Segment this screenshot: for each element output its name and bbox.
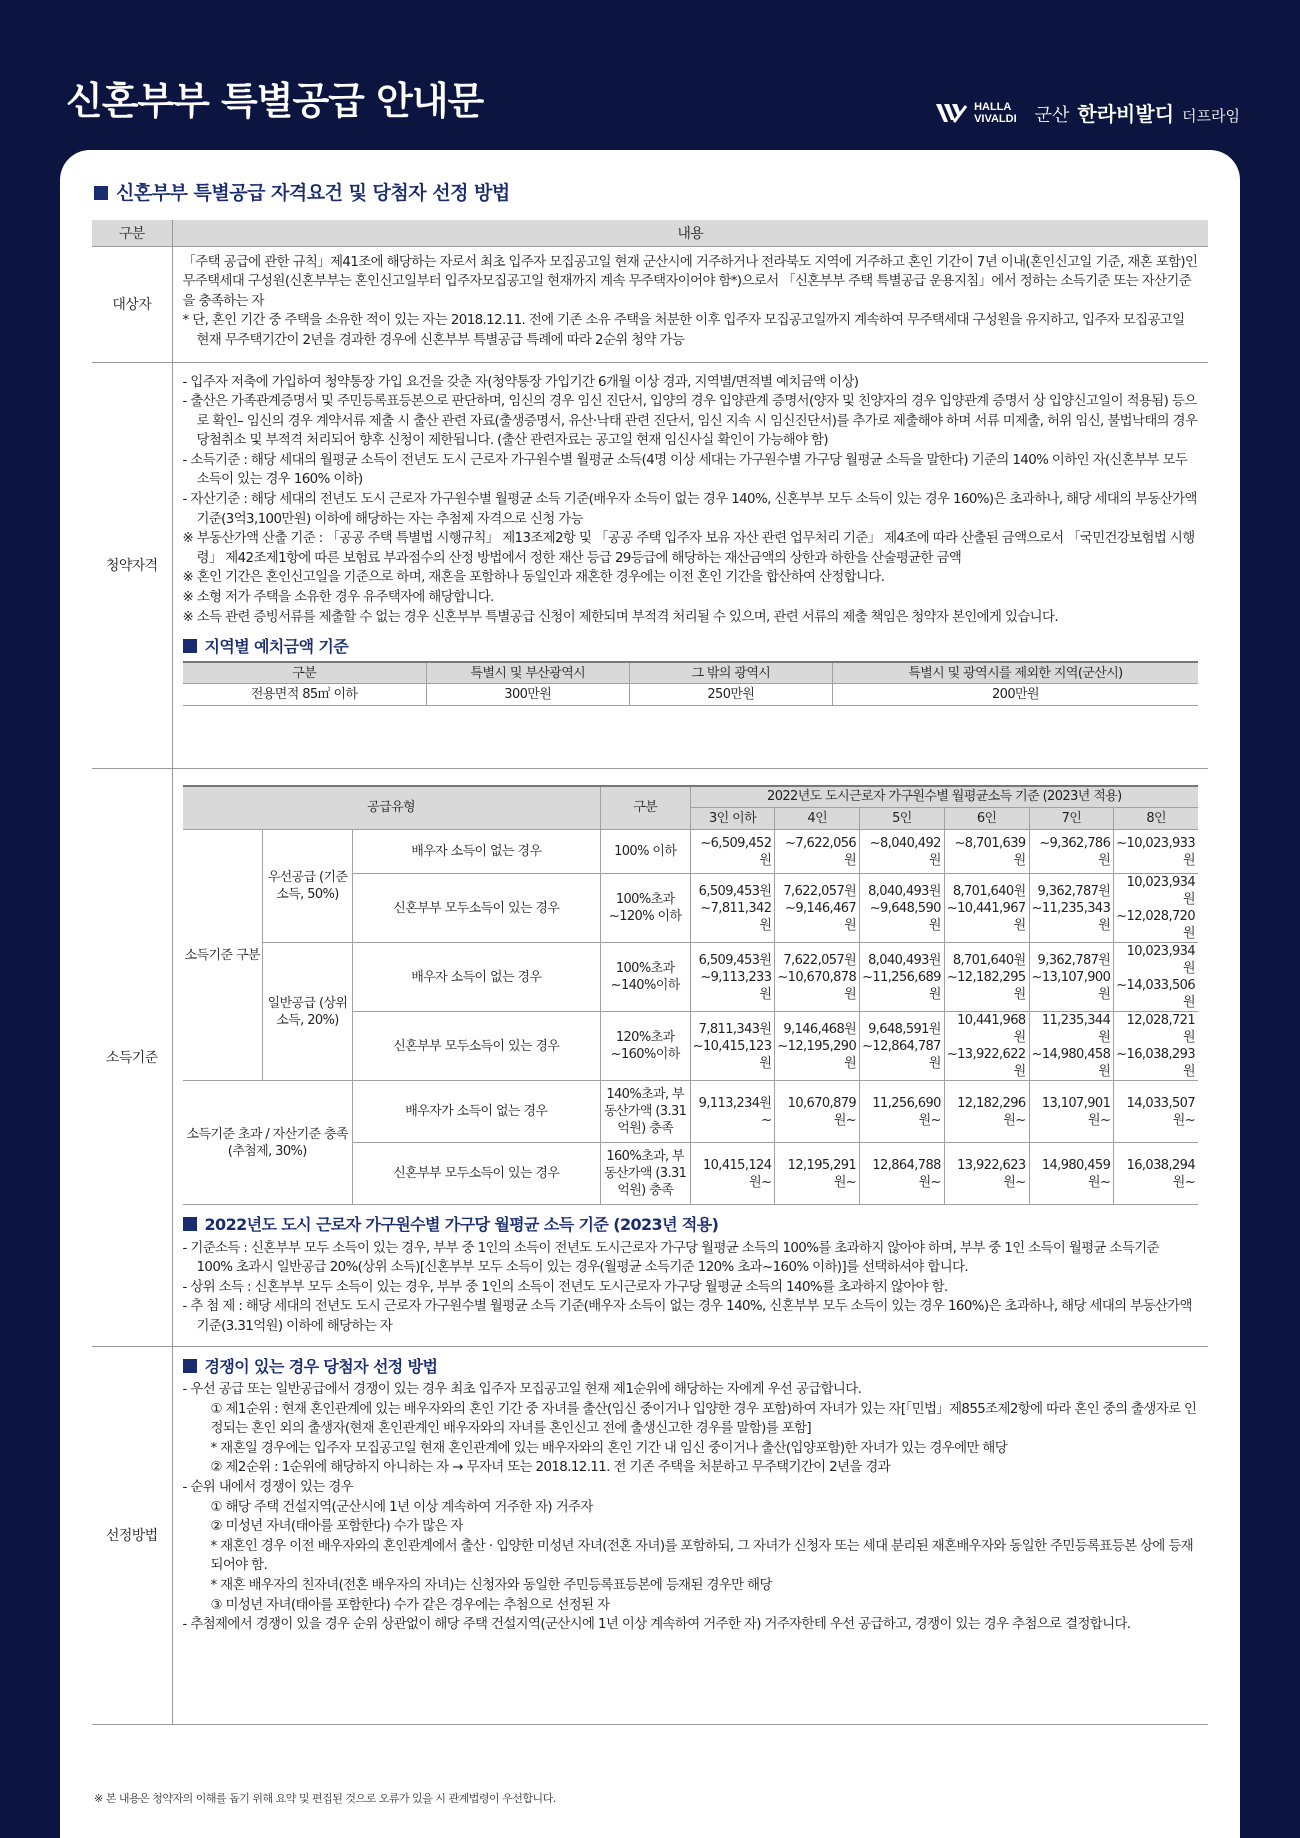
eligibility-line: ※ 소형 저가 주택을 소유한 경우 유주택자에 해당합니다. — [182, 590, 494, 606]
income-cell: 16,038,294원~ — [1114, 1143, 1198, 1205]
income-basis-line: - 추 첨 제 : 해당 세대의 전년도 도시 근로자 가구원수별 월평균 소득 기준(배우자 소득이 없는 경우 140%, 신혼부부 모두 소득이 있는 경우 160%)은 초과하나, 해당 세대의 부동산가액 기준(3.31억원) 이하에 해당하는 자 — [182, 1299, 1192, 1334]
income-header-size: 8인 — [1114, 808, 1198, 830]
income-header-size: 7인 — [1029, 808, 1114, 830]
income-header-category: 구분 — [600, 786, 690, 830]
income-cell: 14,980,459원~ — [1029, 1143, 1114, 1205]
income-cell: 7,811,343원 ~10,415,123원 — [690, 1012, 775, 1081]
selection-line: ① 제1순위 : 현재 혼인관계에 있는 배우자와의 혼인 기간 중 자녀를 출산(임신 중이거나 입양한 경우 포함)하여 자녀가 있는 자[「민법」제855조제2항에 따라 혼인 중의 출생자로 인정되는 혼인 외의 출생자(현재 혼인관계인 배우자와의 자녀를 혼인신고 전에 출생신고한 경우를 말함)를 포함] — [210, 1401, 1197, 1437]
income-header-size: 5인 — [860, 808, 945, 830]
row-income — [92, 768, 1208, 1346]
general-supply-label: 일반공급 (상위소득, 20%) — [263, 943, 353, 1081]
income-row-type: 신혼부부 모두소득이 있는 경우 — [353, 1143, 601, 1205]
income-cell: 6,509,453원 ~9,113,233원 — [690, 943, 775, 1012]
page-title: 신혼부부 특별공급 안내문 — [66, 79, 484, 123]
deposit-cell: 전용면적 85㎡ 이하 — [183, 684, 427, 706]
deposit-cell: 200만원 — [832, 684, 1198, 706]
income-cell: ~7,622,056원 — [775, 830, 860, 874]
deposit-heading — [183, 637, 1199, 657]
brand-logo-line1: HALLA — [974, 100, 1012, 113]
income-cell: 9,648,591원 ~12,864,787원 — [860, 1012, 945, 1081]
section-title: 신혼부부 특별공급 자격요건 및 당첨자 선정 방법 — [116, 182, 510, 204]
income-cell: 10,023,934원 ~12,028,720원 — [1114, 874, 1198, 943]
income-cell: 8,701,640원 ~12,182,295원 — [944, 943, 1029, 1012]
income-cell: 9,146,468원 ~12,195,290원 — [775, 1012, 860, 1081]
content-income — [172, 768, 1208, 1346]
income-cell: 9,362,787원 ~13,107,900원 — [1029, 943, 1114, 1012]
income-cell: 6,509,453원 ~7,811,342원 — [690, 874, 775, 943]
main-table — [92, 220, 1208, 1725]
income-cell: ~6,509,452원 — [690, 830, 775, 874]
income-header-supply: 공급유형 — [183, 786, 601, 830]
income-row-cat: 100%초과 ~140%이하 — [600, 943, 690, 1012]
main-table-header — [92, 220, 1208, 246]
selection-line: ① 해당 주택 건설지역(군산시에 1년 이상 계속하여 거주한 자) 거주자 — [210, 1499, 593, 1515]
square-bullet-icon — [94, 186, 108, 200]
content-target — [172, 246, 1208, 362]
income-cell: 11,256,690원~ — [860, 1081, 945, 1143]
selection-line: - 우선 공급 또는 일반공급에서 경쟁이 있는 경우 최초 입주자 모집공고일 현재 제1순위에 해당하는 자에게 우선 공급합니다. — [182, 1382, 862, 1398]
income-cell: 10,441,968원 ~13,922,622원 — [944, 1012, 1029, 1081]
deposit-title: 지역별 예치금액 기준 — [204, 637, 349, 657]
brand-main: 한라비발디 — [1077, 102, 1175, 126]
income-cell: ~9,362,786원 — [1029, 830, 1114, 874]
income-basis-heading — [183, 1215, 1199, 1235]
brand — [934, 98, 1240, 127]
content-card — [60, 150, 1240, 1838]
row-selection — [92, 1346, 1208, 1724]
income-row-type: 배우자 소득이 없는 경우 — [353, 943, 601, 1012]
income-basis-title: 2022년도 도시 근로자 가구원수별 가구당 월평균 소득 기준 (2023년 적용) — [204, 1215, 719, 1234]
brand-suffix: 더프라임 — [1182, 107, 1240, 125]
selection-line: * 재혼인 경우 이전 배우자와의 혼인관계에서 출산 · 입양한 미성년 자녀(전혼 자녀)를 포함하되, 그 자녀가 신청자 또는 세대 분리된 재혼배우자와 동일한 주민등록표등본 상에 등재되어야 함. — [210, 1538, 1194, 1574]
content-selection — [172, 1346, 1208, 1724]
income-row-type: 배우자가 소득이 없는 경우 — [353, 1081, 601, 1143]
income-header-group: 2022년도 도시근로자 가구원수별 월평균소득 기준 (2023년 적용) — [690, 786, 1198, 808]
selection-line: * 재혼일 경우에는 입주자 모집공고일 현재 혼인관계에 있는 배우자와의 혼인 기간 내 임신 중이거나 출산(입양포함)한 자녀가 있는 경우에만 해당 — [210, 1440, 1008, 1456]
income-cell: ~8,040,492원 — [860, 830, 945, 874]
income-cell: 13,107,901원~ — [1029, 1081, 1114, 1143]
header-content: 내용 — [172, 220, 1208, 246]
income-row-type: 배우자 소득이 없는 경우 — [353, 830, 601, 874]
eligibility-line: ※ 부동산가액 산출 기준 : 「공공 주택 특별법 시행규칙」 제13조제2항 및 「공공 주택 입주자 보유 자산 관련 업무처리 기준」 제4조에 따라 산출된 금액으로서 「국민건강보험법 시행령」 제42조제1항에 따른 보험료 부과점수의 산정 방법에서 정한 재산 등급 29등급에 해당하는 재산금액의 상한과 하한을 산술평균한 금액 — [182, 531, 1195, 566]
selection-heading — [183, 1357, 1199, 1377]
deposit-header: 특별시 및 부산광역시 — [426, 662, 629, 684]
income-cell: 12,195,291원~ — [775, 1143, 860, 1205]
income-cell: 7,622,057원 ~9,146,467원 — [775, 874, 860, 943]
income-row-type: 신혼부부 모두소득이 있는 경우 — [353, 874, 601, 943]
income-cell: 12,028,721원 ~16,038,293원 — [1114, 1012, 1198, 1081]
income-row-cat: 100%초과 ~120% 이하 — [600, 874, 690, 943]
eligibility-line: - 입주자 저축에 가입하여 청약통장 가입 요건을 갖춘 자(청약통장 가입기간 6개월 이상 경과, 지역별/면적별 예치금액 이상) — [182, 374, 859, 390]
target-note: * 단, 혼인 기간 중 주택을 소유한 적이 있는 자는 2018.12.11. 전에 기존 소유 주택을 처분한 이후 입주자 모집공고일까지 계속하여 무주택세대 구성원을 유지하고, 입주자 모집공고일 현재 무주택기간이 2년을 경과한 경우에 신혼부부 특별공급 특례에 따라 2순위 청약 가능 — [182, 313, 1185, 348]
income-cell: 12,182,296원~ — [944, 1081, 1029, 1143]
income-header-size: 4인 — [775, 808, 860, 830]
selection-line: ② 제2순위 : 1순위에 해당하지 아니하는 자 → 무자녀 또는 2018.12.11. 전 기존 주택을 처분하고 무주택기간이 2년을 경과 — [210, 1460, 891, 1476]
target-line: 「주택 공급에 관한 규칙」제41조에 해당하는 자로서 최초 입주자 모집공고일 현재 군산시에 거주하거나 전라북도 지역에 거주하고 혼인 기간이 7년 이내(혼인신고일 기준, 재혼 포함)인 무주택세대 구성원(신혼부부는 혼인신고일부터 입주자모집공고일 현재까지 계속 무주택자이어야 함*)으로서 「신혼부부 주택 특별공급 운용지침」에서 정하는 소득기준 또는 자산기준을 충족하는 자 — [182, 254, 1198, 309]
selection-line: * 재혼 배우자의 친자녀(전혼 배우자의 자녀)는 신청자와 동일한 주민등록표등본에 등재된 경우만 해당 — [210, 1578, 772, 1594]
income-cell: ~10,023,933원 — [1114, 830, 1198, 874]
row-target — [92, 246, 1208, 362]
eligibility-line: - 자산기준 : 해당 세대의 전년도 도시 근로자 가구원수별 월평균 소득 기준(배우자 소득이 없는 경우 140%, 신혼부부 모두 소득이 있는 경우 160%)은 초과하나, 해당 세대의 부동산가액 기준(3억3,100만원) 이하에 해당하는 자는 추첨제 자격으로 신청 가능 — [182, 492, 1197, 527]
section-heading — [94, 178, 510, 205]
brand-city: 군산 — [1034, 105, 1070, 126]
income-cell: 8,040,493원 ~9,648,590원 — [860, 874, 945, 943]
income-cell: 9,362,787원 ~11,235,343원 — [1029, 874, 1114, 943]
selection-lines — [183, 1380, 1199, 1635]
halla-logo-icon — [934, 100, 968, 126]
label-target: 대상자 — [92, 246, 172, 362]
selection-line: ② 미성년 자녀(태아를 포함한다) 수가 많은 자 — [210, 1519, 463, 1535]
selection-title: 경쟁이 있는 경우 당첨자 선정 방법 — [204, 1356, 438, 1376]
deposit-table — [183, 661, 1199, 707]
income-header-size: 6인 — [944, 808, 1029, 830]
deposit-header: 특별시 및 광역시를 제외한 지역(군산시) — [832, 662, 1198, 684]
eligibility-line: - 출산은 가족관계증명서 및 주민등록표등본으로 판단하며, 임신의 경우 임신 진단서, 입양의 경우 입양관계 증명서(양자 및 친양자의 경우 입양관계 증명서 상 입양신고일이 적용됨) 등으로 확인– 임신의 경우 계약서류 제출 시 출산 관련 자료(출생증명서, 유산·낙태 관련 진단서, 임신 지속 시 임신진단서)를 추가로 제출해야 하며 서류 미제출, 허위 임신, 불법낙태의 경우 당첨취소 및 부적격 처리되어 향후 신청이 제한됩니다. (출산 관련자료는 공고일 현재 임신사실 확인이 가능해야 함) — [182, 394, 1198, 449]
brand-name — [1035, 98, 1240, 127]
income-cell: 14,033,507원~ — [1114, 1081, 1198, 1143]
income-row-type: 신혼부부 모두소득이 있는 경우 — [353, 1012, 601, 1081]
square-bullet-icon — [183, 1359, 197, 1373]
deposit-header: 구분 — [183, 662, 427, 684]
priority-supply-label: 우선공급 (기준소득, 50%) — [263, 830, 353, 943]
eligibility-line: ※ 소득 관련 증빙서류를 제출할 수 없는 경우 신혼부부 특별공급 신청이 제한되며 부적격 처리될 수 있으며, 관련 서류의 제출 책임은 청약자 본인에게 있습니다. — [182, 609, 1058, 625]
label-selection: 선정방법 — [92, 1346, 172, 1724]
row-eligibility — [92, 362, 1208, 768]
content-eligibility — [172, 362, 1208, 768]
selection-line: - 순위 내에서 경쟁이 있는 경우 — [182, 1480, 354, 1496]
income-cell: 9,113,234원~ — [690, 1081, 775, 1143]
selection-line: - 추첨제에서 경쟁이 있을 경우 순위 상관없이 해당 주택 건설지역(군산시에 1년 이상 계속하여 거주한 자) 거주자한테 우선 공급하고, 경쟁이 있는 경우 추첨으로 결정합니다. — [182, 1617, 1131, 1633]
income-row-cat: 160%초과, 부동산가액 (3.31억원) 충족 — [600, 1143, 690, 1205]
footnote: ※ 본 내용은 청약자의 이해를 돕기 위해 요약 및 편집된 것으로 오류가 있을 시 관계법령이 우선합니다. — [94, 1792, 556, 1805]
income-cell: 12,864,788원~ — [860, 1143, 945, 1205]
deposit-header: 그 밖의 광역시 — [629, 662, 832, 684]
income-header-size: 3인 이하 — [690, 808, 775, 830]
eligibility-line: - 소득기준 : 해당 세대의 월평균 소득이 전년도 도시 근로자 가구원수별 월평균 소득(4명 이상 세대는 가구원수별 가구당 월평균 소득을 말한다) 기준의 140% 이하인 자(신혼부부 모두 소득이 있는 경우 160% 이하) — [182, 452, 1188, 488]
brand-logo — [934, 100, 1017, 126]
deposit-cell: 300만원 — [426, 684, 629, 706]
income-basis-line: - 기준소득 : 신혼부부 모두 소득이 있는 경우, 부부 중 1인의 소득이 전년도 도시근로자 가구당 월평균 소득의 100%를 초과하지 않아야 하며, 부부 중 1인 소득이 월평균 소득기준 100% 초과시 일반공급 20%(상위 소득)[신혼부부 모두 소득이 있는 경우(월평균 소득기준 120% 초과~160% 이하)]를 선택하셔야 합니다. — [182, 1240, 1159, 1276]
income-cell: 10,670,879원~ — [775, 1081, 860, 1143]
income-cell: ~8,701,639원 — [944, 830, 1029, 874]
income-cell: 11,235,344원 ~14,980,458원 — [1029, 1012, 1114, 1081]
square-bullet-icon — [183, 1217, 197, 1231]
label-eligibility: 청약자격 — [92, 362, 172, 768]
selection-line: ③ 미성년 자녀(태아를 포함한다) 수가 같은 경우에는 추첨으로 선정된 자 — [210, 1597, 610, 1613]
label-income: 소득기준 — [92, 768, 172, 1346]
header-category: 구분 — [92, 220, 172, 246]
income-row-cat: 100% 이하 — [600, 830, 690, 874]
income-cell: 8,701,640원 ~10,441,967원 — [944, 874, 1029, 943]
income-table — [183, 785, 1199, 1206]
income-cell: 13,922,623원~ — [944, 1143, 1029, 1205]
income-row-cat: 140%초과, 부동산가액 (3.31억원) 충족 — [600, 1081, 690, 1143]
brand-logo-line2: VIVALDI — [974, 112, 1017, 125]
income-basis-line: - 상위 소득 : 신혼부부 모두 소득이 있는 경우, 부부 중 1인의 소득이 전년도 도시근로자 가구당 월평균 소득의 140%를 초과하지 않아야 함. — [182, 1279, 948, 1295]
deposit-cell: 250만원 — [629, 684, 832, 706]
square-bullet-icon — [183, 639, 197, 653]
income-cell: 10,415,124원~ — [690, 1143, 775, 1205]
lottery-label: 소득기준 초과 / 자산기준 충족 (추첨제, 30%) — [183, 1081, 353, 1205]
income-group-label: 소득기준 구분 — [183, 830, 263, 1081]
income-row-cat: 120%초과 ~160%이하 — [600, 1012, 690, 1081]
income-cell: 8,040,493원 ~11,256,689원 — [860, 943, 945, 1012]
income-cell: 7,622,057원 ~10,670,878원 — [775, 943, 860, 1012]
eligibility-line: ※ 혼인 기간은 혼인신고일을 기준으로 하며, 재혼을 포함하나 동일인과 재혼한 경우에는 이전 혼인 기간을 합산하여 산정합니다. — [182, 570, 885, 586]
income-cell: 10,023,934원 ~14,033,506원 — [1114, 943, 1198, 1012]
